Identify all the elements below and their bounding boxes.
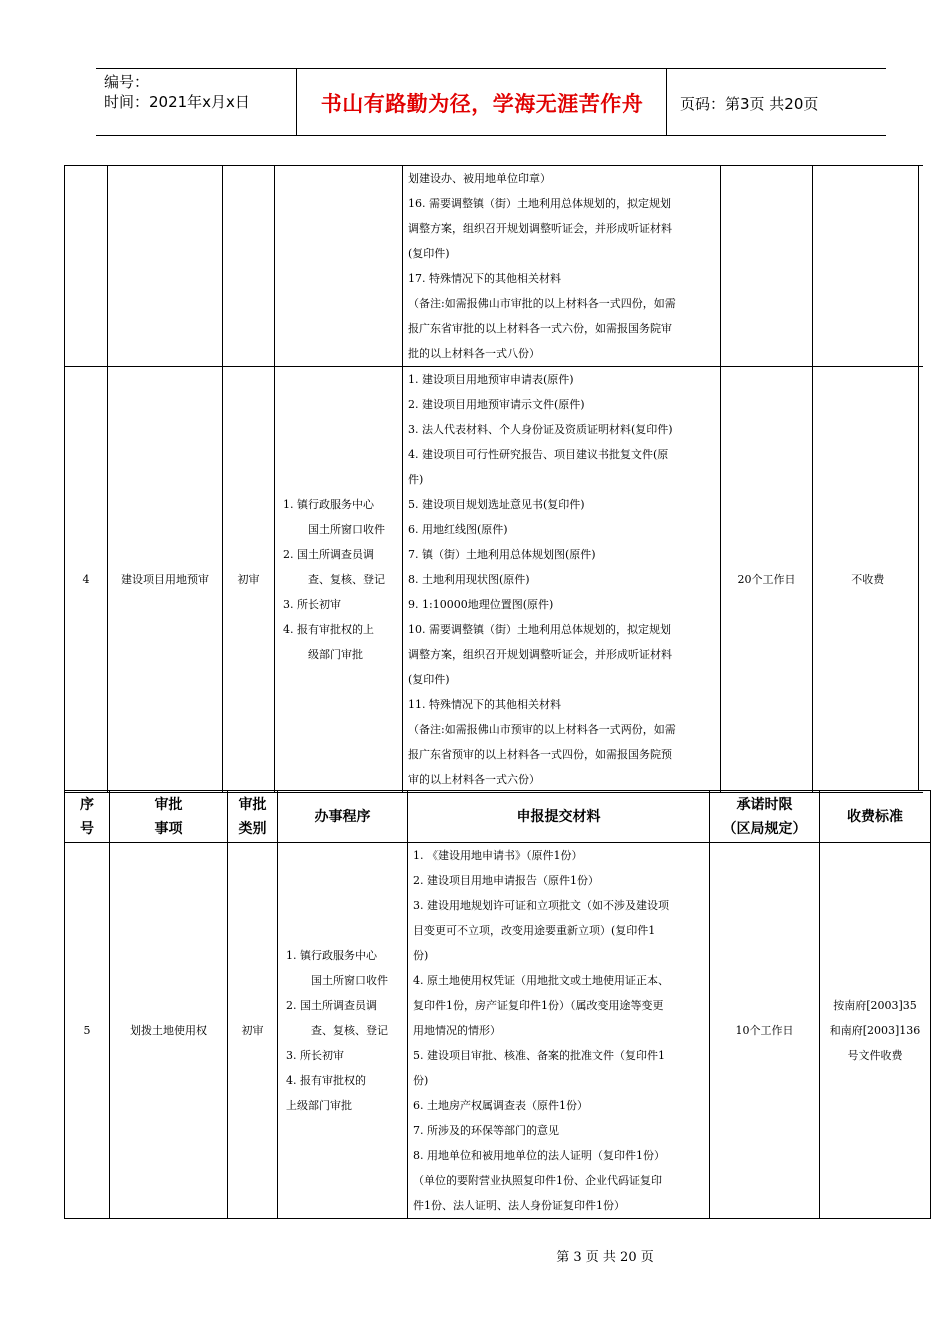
material-line: 6. 用地红线图(原件): [408, 523, 508, 536]
cell-time-limit: 20个工作日: [721, 367, 813, 793]
header-bottom-rule: [96, 135, 886, 136]
material-line: （备注:如需报佛山市审批的以上材料各一式四份，如需: [408, 297, 676, 310]
material-line: 复印件1份，房产证复印件1份）（属改变用途等变更: [413, 999, 664, 1012]
material-line: 批的以上材料各一式八份）: [408, 347, 540, 360]
material-line: (复印件): [408, 673, 450, 686]
material-line: 调整方案，组织召开规划调整听证会，并形成听证材料: [408, 222, 672, 235]
material-line: 11. 特殊情况下的其他相关材料: [408, 698, 561, 711]
procedure-line: 1. 镇行政服务中心: [286, 949, 377, 962]
material-line: 4. 建设项目可行性研究报告、项目建议书批复文件(原: [408, 448, 669, 461]
header-top-rule: [96, 68, 886, 69]
fee-line: 号文件收费: [847, 1049, 903, 1062]
procedure-line: 4. 报有审批权的: [286, 1074, 366, 1087]
procedure-line: 3. 所长初审: [286, 1049, 344, 1062]
cell-procedure: [278, 843, 408, 1219]
cell-time-limit: [721, 166, 813, 367]
cell-category: 初审: [228, 843, 278, 1219]
cell-item: [108, 166, 223, 367]
table-row: [65, 843, 931, 1219]
cell-materials: [403, 166, 721, 367]
fee-line: 按南府[2003]35: [833, 999, 917, 1012]
cell-time-limit: 10个工作日: [710, 843, 820, 1219]
cell-fee: [813, 166, 923, 367]
header-meta: [104, 72, 250, 112]
material-line: 16. 需要调整镇（街）土地利用总体规划的，拟定规划: [408, 197, 671, 210]
footer-page-number: 第 3 页 共 20 页: [556, 1250, 654, 1265]
page-footer: [0, 1246, 950, 1265]
header-category: 审批 类别: [228, 791, 278, 843]
material-line: 6. 土地房产权属调查表（原件1份）: [413, 1099, 588, 1112]
approval-table-continued: [64, 165, 923, 793]
material-line: 17. 特殊情况下的其他相关材料: [408, 272, 561, 285]
material-line: 划建设办、被用地单位印章）: [408, 172, 551, 185]
material-line: （备注:如需报佛山市预审的以上材料各一式两份，如需: [408, 723, 676, 736]
cell-no: [65, 166, 108, 367]
material-line: 3. 法人代表材料、个人身份证及资质证明材料(复印件): [408, 423, 673, 436]
procedure-line: 国土所窗口收件: [311, 974, 388, 987]
material-line: 5. 建设项目审批、核准、备案的批准文件（复印件1: [413, 1049, 665, 1062]
table-row: [65, 367, 923, 793]
header-divider: [296, 68, 297, 135]
procedure-line: 级部门审批: [308, 648, 363, 661]
header-time-limit: 承诺时限 （区局规定）: [710, 791, 820, 843]
fee-line: 和南府[2003]136: [829, 1024, 921, 1037]
header-no: 序 号: [65, 791, 110, 843]
material-line: 8. 用地单位和被用地单位的法人证明（复印件1份）: [413, 1149, 665, 1162]
cell-no: 4: [65, 367, 108, 793]
material-line: 调整方案，组织召开规划调整听证会，并形成听证材料: [408, 648, 672, 661]
procedure-line: 查、复核、登记: [308, 573, 385, 586]
cell-procedure: [275, 367, 403, 793]
procedure-line: 3. 所长初审: [283, 598, 341, 611]
procedure-line: 4. 报有审批权的上: [283, 623, 374, 636]
material-line: 4. 原土地使用权凭证（用地批文或土地使用证正本、: [413, 974, 669, 987]
cell-category: [223, 166, 275, 367]
header-divider: [666, 68, 667, 135]
document-code-label: 编号：: [104, 73, 150, 91]
table-row: [65, 166, 923, 367]
table-header-row: [65, 791, 931, 843]
material-line: 9. 1:10000地理位置图(原件): [408, 598, 554, 611]
header-motto: 书山有路勤为径，学海无涯苦作舟: [320, 92, 644, 116]
material-line: 审的以上材料各一式六份）: [408, 773, 540, 786]
cell-no: 5: [65, 843, 110, 1219]
approval-table: [64, 790, 931, 1219]
cell-materials: [408, 843, 710, 1219]
material-line: 7. 所涉及的环保等部门的意见: [413, 1124, 559, 1137]
material-line: 2. 建设项目用地申请报告（原件1份）: [413, 874, 599, 887]
procedure-line: 2. 国土所调查员调: [283, 548, 374, 561]
procedure-line: 2. 国土所调查员调: [286, 999, 377, 1012]
header-item: 审批 事项: [110, 791, 228, 843]
material-line: 10. 需要调整镇（街）土地利用总体规划的，拟定规划: [408, 623, 671, 636]
material-line: 3. 建设用地规划许可证和立项批文（如不涉及建设项: [413, 899, 669, 912]
cell-category: 初审: [223, 367, 275, 793]
header-fee: 收费标准: [820, 791, 931, 843]
material-line: 件): [408, 473, 424, 486]
material-line: 用地情况的情形）: [413, 1024, 501, 1037]
material-line: 5. 建设项目规划选址意见书(复印件): [408, 498, 585, 511]
cell-procedure: [275, 166, 403, 367]
material-line: 1. 建设项目用地预审申请表(原件): [408, 373, 574, 386]
table-right-border: [918, 165, 919, 790]
material-line: 8. 土地利用现状图(原件): [408, 573, 530, 586]
cell-fee: [820, 843, 931, 1219]
cell-fee: 不收费: [813, 367, 923, 793]
material-line: 份): [413, 1074, 429, 1087]
material-line: （单位的要附营业执照复印件1份、企业代码证复印: [413, 1174, 662, 1187]
material-line: (复印件): [408, 247, 450, 260]
material-line: 7. 镇（街）土地利用总体规划图(原件): [408, 548, 596, 561]
material-line: 目变更可不立项，改变用途要重新立项）(复印件1: [413, 924, 656, 937]
procedure-line: 国土所窗口收件: [308, 523, 385, 536]
material-line: 1. 《建设用地申请书》（原件1份）: [413, 849, 583, 862]
document-time-label: 时间：2021年x月x日: [104, 93, 250, 111]
material-line: 2. 建设项目用地预审请示文件(原件): [408, 398, 585, 411]
header-page-label: 页码：第3页 共20页: [680, 95, 819, 113]
header-materials: 申报提交材料: [408, 791, 710, 843]
cell-materials: [403, 367, 721, 793]
material-line: 报广东省预审的以上材料各一式四份，如需报国务院预: [408, 748, 672, 761]
cell-item: 划拨土地使用权: [110, 843, 228, 1219]
material-line: 件1份、法人证明、法人身份证复印件1份）: [413, 1199, 625, 1212]
procedure-line: 1. 镇行政服务中心: [283, 498, 374, 511]
material-line: 份): [413, 949, 429, 962]
procedure-line: 查、复核、登记: [311, 1024, 388, 1037]
material-line: 报广东省审批的以上材料各一式六份，如需报国务院审: [408, 322, 672, 335]
procedure-line: 上级部门审批: [286, 1099, 352, 1112]
header-procedure: 办事程序: [278, 791, 408, 843]
cell-item: 建设项目用地预审: [108, 367, 223, 793]
